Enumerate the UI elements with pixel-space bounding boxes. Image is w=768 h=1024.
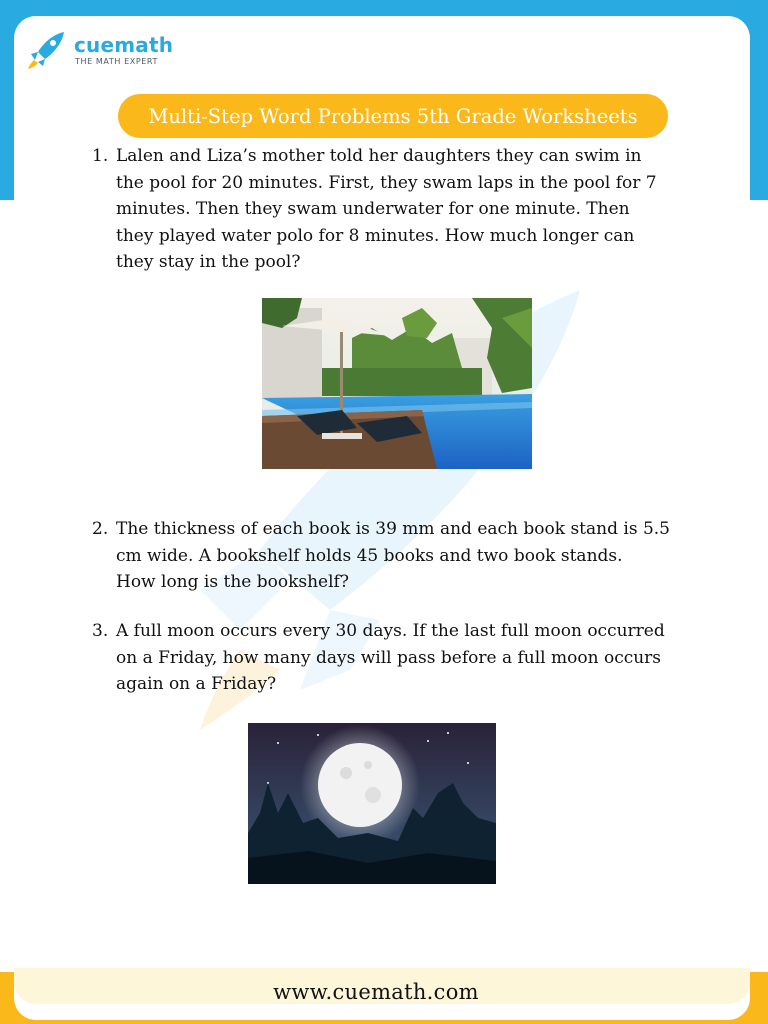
question-line: they stay in the pool? [116,252,301,272]
question-line: on a Friday, how many days will pass before a full moon occurs [116,647,662,668]
brand-tagline: THE MATH EXPERT [75,57,158,66]
question-line: cm wide. A bookshelf holds 45 books and two book stands. [116,545,623,566]
question-line: minutes. Then they swam underwater for one minute. Then [116,199,630,219]
worksheet-title: Multi-Step Word Problems 5th Grade Worksheets [118,94,668,138]
question-line: the pool for 20 minutes. First, they swam laps in the pool for 7 [116,172,657,193]
question-number: 2. [92,519,109,539]
question-number: 3. [92,621,109,641]
question-line: The thickness of each book is 39 mm and each book stand is 5.5 [116,519,670,539]
brand-name: cuemath [74,33,174,57]
full-moon-image [248,723,496,884]
question-line: again on a Friday? [116,674,277,694]
question-line: Lalen and Liza’s mother told her daughters they can swim in [116,146,642,166]
question-line: they played water polo for 8 minutes. How much longer can [116,225,635,246]
swimming-pool-image [262,298,532,469]
question-number: 1. [92,146,109,166]
question-line: How long is the bookshelf? [116,572,349,592]
question-text [116,618,686,698]
question-text [116,516,686,596]
question-line: A full moon occurs every 30 days. If the last full moon occurred [116,621,665,641]
cuemath-rocket-logo-icon [26,30,68,70]
question-text [116,143,686,276]
footer-website[interactable]: www.cuemath.com [273,980,479,1004]
